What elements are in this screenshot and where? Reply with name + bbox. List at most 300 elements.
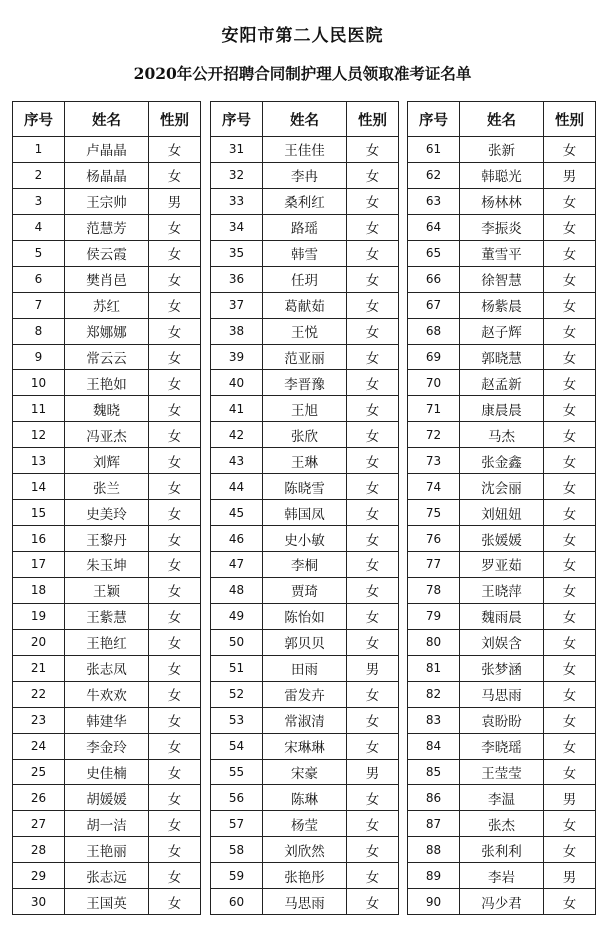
row-name: 刘娱含 — [460, 629, 544, 655]
row-number: 82 — [408, 681, 460, 707]
row-number: 66 — [408, 266, 460, 292]
table-row — [408, 526, 596, 552]
row-name: 王艳丽 — [65, 837, 149, 863]
table-row — [211, 188, 399, 214]
row-name: 路瑶 — [263, 214, 347, 240]
row-gender: 女 — [544, 733, 596, 759]
row-name: 宋琳琳 — [263, 733, 347, 759]
row-name: 侯云霞 — [65, 240, 149, 266]
table-row — [13, 448, 201, 474]
row-gender: 女 — [347, 240, 399, 266]
table-row — [408, 370, 596, 396]
row-number: 47 — [211, 552, 263, 578]
row-name: 马杰 — [460, 422, 544, 448]
row-name: 韩雪 — [263, 240, 347, 266]
table-row — [408, 577, 596, 603]
row-gender: 女 — [544, 370, 596, 396]
row-number: 58 — [211, 837, 263, 863]
table-row — [211, 318, 399, 344]
row-gender: 女 — [149, 526, 201, 552]
table-row — [13, 655, 201, 681]
row-number: 36 — [211, 266, 263, 292]
table-row — [408, 162, 596, 188]
row-gender: 女 — [544, 759, 596, 785]
row-name: 王艳如 — [65, 370, 149, 396]
row-gender: 女 — [347, 266, 399, 292]
row-gender: 女 — [347, 707, 399, 733]
table-row — [211, 889, 399, 915]
row-gender: 女 — [149, 500, 201, 526]
row-name: 李岩 — [460, 863, 544, 889]
row-name: 范亚丽 — [263, 344, 347, 370]
row-gender: 女 — [544, 681, 596, 707]
row-number: 24 — [13, 733, 65, 759]
table-row — [211, 577, 399, 603]
table-row — [211, 422, 399, 448]
table-row — [13, 422, 201, 448]
row-number: 26 — [13, 785, 65, 811]
row-gender: 女 — [347, 526, 399, 552]
row-name: 范慧芳 — [65, 214, 149, 240]
row-number: 76 — [408, 526, 460, 552]
row-gender: 女 — [544, 188, 596, 214]
table-row — [13, 318, 201, 344]
row-gender: 女 — [149, 837, 201, 863]
row-number: 65 — [408, 240, 460, 266]
row-name: 李晓瑶 — [460, 733, 544, 759]
row-name: 李晋豫 — [263, 370, 347, 396]
row-name: 杨晶晶 — [65, 162, 149, 188]
row-gender: 女 — [149, 552, 201, 578]
table-row — [211, 266, 399, 292]
table-row — [13, 214, 201, 240]
table-row — [408, 188, 596, 214]
header-row — [13, 102, 201, 137]
table-row — [211, 655, 399, 681]
row-number: 10 — [13, 370, 65, 396]
row-name: 杨莹 — [263, 811, 347, 837]
row-name: 马思雨 — [263, 889, 347, 915]
table-row — [13, 733, 201, 759]
header-gender: 性别 — [149, 102, 201, 137]
row-name: 刘辉 — [65, 448, 149, 474]
row-name: 李金玲 — [65, 733, 149, 759]
table-row — [408, 785, 596, 811]
row-name: 冯亚杰 — [65, 422, 149, 448]
row-name: 郑娜娜 — [65, 318, 149, 344]
row-gender: 女 — [544, 448, 596, 474]
row-number: 31 — [211, 137, 263, 163]
row-number: 70 — [408, 370, 460, 396]
table-row — [408, 837, 596, 863]
table-row — [211, 370, 399, 396]
row-gender: 女 — [347, 370, 399, 396]
row-name: 张欣 — [263, 422, 347, 448]
header-name: 姓名 — [263, 102, 347, 137]
row-number: 28 — [13, 837, 65, 863]
row-number: 16 — [13, 526, 65, 552]
table-row — [408, 266, 596, 292]
row-number: 34 — [211, 214, 263, 240]
row-gender: 男 — [544, 785, 596, 811]
row-gender: 女 — [347, 681, 399, 707]
row-gender: 女 — [544, 266, 596, 292]
row-gender: 女 — [149, 733, 201, 759]
table-row — [211, 811, 399, 837]
row-number: 86 — [408, 785, 460, 811]
table-row — [408, 292, 596, 318]
table-row — [211, 629, 399, 655]
row-name: 张杰 — [460, 811, 544, 837]
row-name: 张艳彤 — [263, 863, 347, 889]
row-name: 王琳 — [263, 448, 347, 474]
row-name: 赵子辉 — [460, 318, 544, 344]
row-gender: 女 — [149, 318, 201, 344]
row-gender: 男 — [149, 188, 201, 214]
row-name: 董雪平 — [460, 240, 544, 266]
row-number: 71 — [408, 396, 460, 422]
row-name: 陈琳 — [263, 785, 347, 811]
row-gender: 女 — [544, 577, 596, 603]
table-row — [408, 318, 596, 344]
row-number: 62 — [408, 162, 460, 188]
row-name: 张金鑫 — [460, 448, 544, 474]
row-number: 30 — [13, 889, 65, 915]
header-no: 序号 — [408, 102, 460, 137]
row-gender: 女 — [149, 344, 201, 370]
row-number: 63 — [408, 188, 460, 214]
row-gender: 女 — [149, 707, 201, 733]
row-number: 60 — [211, 889, 263, 915]
table-row — [13, 266, 201, 292]
row-number: 41 — [211, 396, 263, 422]
row-name: 桑利红 — [263, 188, 347, 214]
row-number: 8 — [13, 318, 65, 344]
table-row — [408, 759, 596, 785]
row-number: 88 — [408, 837, 460, 863]
table-row — [408, 396, 596, 422]
row-gender: 女 — [347, 448, 399, 474]
row-number: 35 — [211, 240, 263, 266]
row-number: 23 — [13, 707, 65, 733]
table-row — [408, 733, 596, 759]
row-number: 72 — [408, 422, 460, 448]
header-row — [408, 102, 596, 137]
row-number: 3 — [13, 188, 65, 214]
row-number: 33 — [211, 188, 263, 214]
row-gender: 女 — [544, 214, 596, 240]
row-name: 郭晓慧 — [460, 344, 544, 370]
table-row — [13, 889, 201, 915]
row-gender: 女 — [149, 448, 201, 474]
row-number: 57 — [211, 811, 263, 837]
row-number: 78 — [408, 577, 460, 603]
row-number: 14 — [13, 474, 65, 500]
row-name: 牛欢欢 — [65, 681, 149, 707]
row-number: 17 — [13, 552, 65, 578]
row-number: 1 — [13, 137, 65, 163]
row-gender: 女 — [347, 577, 399, 603]
row-number: 75 — [408, 500, 460, 526]
table-row — [211, 552, 399, 578]
table-row — [13, 500, 201, 526]
row-name: 张梦涵 — [460, 655, 544, 681]
row-gender: 女 — [544, 526, 596, 552]
row-name: 王旭 — [263, 396, 347, 422]
row-name: 李冉 — [263, 162, 347, 188]
row-name: 史小敏 — [263, 526, 347, 552]
row-number: 67 — [408, 292, 460, 318]
row-number: 53 — [211, 707, 263, 733]
row-number: 29 — [13, 863, 65, 889]
table-row — [211, 448, 399, 474]
row-name: 魏雨晨 — [460, 603, 544, 629]
row-name: 赵孟新 — [460, 370, 544, 396]
table-row — [408, 240, 596, 266]
row-name: 王黎丹 — [65, 526, 149, 552]
table-row — [211, 785, 399, 811]
row-name: 朱玉坤 — [65, 552, 149, 578]
row-number: 49 — [211, 603, 263, 629]
row-number: 38 — [211, 318, 263, 344]
row-name: 韩建华 — [65, 707, 149, 733]
row-number: 74 — [408, 474, 460, 500]
row-number: 6 — [13, 266, 65, 292]
table-row — [408, 811, 596, 837]
row-name: 田雨 — [263, 655, 347, 681]
row-name: 王国英 — [65, 889, 149, 915]
row-number: 39 — [211, 344, 263, 370]
row-number: 51 — [211, 655, 263, 681]
table-row — [13, 474, 201, 500]
row-number: 81 — [408, 655, 460, 681]
row-name: 张志凤 — [65, 655, 149, 681]
row-name: 王颖 — [65, 577, 149, 603]
header-no: 序号 — [13, 102, 65, 137]
row-name: 张利利 — [460, 837, 544, 863]
row-number: 32 — [211, 162, 263, 188]
row-number: 45 — [211, 500, 263, 526]
table-row — [211, 344, 399, 370]
row-gender: 女 — [347, 733, 399, 759]
row-name: 陈晓雪 — [263, 474, 347, 500]
row-gender: 女 — [347, 422, 399, 448]
row-name: 韩国凤 — [263, 500, 347, 526]
row-gender: 女 — [149, 629, 201, 655]
row-gender: 女 — [149, 474, 201, 500]
row-gender: 女 — [149, 577, 201, 603]
row-name: 袁盼盼 — [460, 707, 544, 733]
row-gender: 女 — [347, 785, 399, 811]
row-gender: 女 — [347, 162, 399, 188]
row-gender: 女 — [347, 500, 399, 526]
row-gender: 女 — [347, 603, 399, 629]
row-gender: 男 — [544, 162, 596, 188]
row-number: 25 — [13, 759, 65, 785]
row-gender: 女 — [347, 188, 399, 214]
table-row — [13, 681, 201, 707]
row-gender: 女 — [347, 889, 399, 915]
table-row — [13, 785, 201, 811]
row-number: 37 — [211, 292, 263, 318]
table-row — [13, 292, 201, 318]
row-name: 贾琦 — [263, 577, 347, 603]
table-row — [211, 396, 399, 422]
row-name: 史佳楠 — [65, 759, 149, 785]
row-number: 69 — [408, 344, 460, 370]
row-name: 王晓萍 — [460, 577, 544, 603]
row-name: 杨紫晨 — [460, 292, 544, 318]
row-gender: 女 — [544, 396, 596, 422]
row-gender: 女 — [544, 629, 596, 655]
row-name: 郭贝贝 — [263, 629, 347, 655]
row-gender: 女 — [149, 396, 201, 422]
row-number: 73 — [408, 448, 460, 474]
row-name: 李温 — [460, 785, 544, 811]
row-gender: 女 — [544, 344, 596, 370]
table-row — [211, 759, 399, 785]
table-row — [408, 214, 596, 240]
row-gender: 女 — [149, 759, 201, 785]
row-number: 40 — [211, 370, 263, 396]
table-row — [408, 552, 596, 578]
row-name: 王紫慧 — [65, 603, 149, 629]
row-gender: 女 — [347, 837, 399, 863]
table-row — [211, 214, 399, 240]
row-gender: 女 — [149, 214, 201, 240]
row-gender: 女 — [149, 266, 201, 292]
row-number: 84 — [408, 733, 460, 759]
row-number: 11 — [13, 396, 65, 422]
row-number: 55 — [211, 759, 263, 785]
row-number: 68 — [408, 318, 460, 344]
row-number: 5 — [13, 240, 65, 266]
row-name: 任玥 — [263, 266, 347, 292]
row-gender: 女 — [149, 863, 201, 889]
row-number: 89 — [408, 863, 460, 889]
row-name: 王宗帅 — [65, 188, 149, 214]
roster-table-3 — [407, 101, 596, 915]
row-gender: 女 — [544, 552, 596, 578]
table-row — [408, 681, 596, 707]
row-gender: 女 — [149, 785, 201, 811]
row-gender: 女 — [544, 707, 596, 733]
table-row — [13, 552, 201, 578]
row-gender: 女 — [149, 137, 201, 163]
row-name: 王莹莹 — [460, 759, 544, 785]
header-gender: 性别 — [544, 102, 596, 137]
row-name: 徐智慧 — [460, 266, 544, 292]
row-name: 张兰 — [65, 474, 149, 500]
table-row — [408, 707, 596, 733]
row-gender: 女 — [149, 292, 201, 318]
row-name: 冯少君 — [460, 889, 544, 915]
row-number: 7 — [13, 292, 65, 318]
row-name: 苏红 — [65, 292, 149, 318]
row-number: 9 — [13, 344, 65, 370]
table-row — [13, 707, 201, 733]
table-row — [13, 811, 201, 837]
table-row — [211, 707, 399, 733]
row-gender: 女 — [149, 681, 201, 707]
header-no: 序号 — [211, 102, 263, 137]
row-gender: 女 — [544, 500, 596, 526]
table-row — [13, 188, 201, 214]
header-gender: 性别 — [347, 102, 399, 137]
table-row — [211, 603, 399, 629]
table-row — [13, 863, 201, 889]
table-row — [211, 240, 399, 266]
row-number: 52 — [211, 681, 263, 707]
header-row — [211, 102, 399, 137]
table-row — [211, 162, 399, 188]
table-row — [211, 863, 399, 889]
table-row — [13, 344, 201, 370]
table-row — [211, 474, 399, 500]
row-name: 王佳佳 — [263, 137, 347, 163]
row-gender: 女 — [544, 811, 596, 837]
row-name: 王悦 — [263, 318, 347, 344]
roster-table-2 — [210, 101, 399, 915]
table-row — [408, 889, 596, 915]
row-gender: 女 — [347, 292, 399, 318]
row-number: 59 — [211, 863, 263, 889]
row-gender: 女 — [347, 629, 399, 655]
table-row — [211, 837, 399, 863]
table-row — [13, 137, 201, 163]
header-name: 姓名 — [460, 102, 544, 137]
row-gender: 男 — [347, 759, 399, 785]
row-number: 87 — [408, 811, 460, 837]
row-name: 刘欣然 — [263, 837, 347, 863]
row-gender: 男 — [347, 655, 399, 681]
table-row — [13, 759, 201, 785]
row-name: 史美玲 — [65, 500, 149, 526]
row-number: 64 — [408, 214, 460, 240]
row-gender: 女 — [149, 370, 201, 396]
header-name: 姓名 — [65, 102, 149, 137]
row-name: 常云云 — [65, 344, 149, 370]
row-gender: 女 — [149, 811, 201, 837]
row-name: 罗亚茹 — [460, 552, 544, 578]
row-name: 张新 — [460, 137, 544, 163]
table-row — [13, 603, 201, 629]
row-gender: 女 — [544, 137, 596, 163]
row-name: 樊肖邑 — [65, 266, 149, 292]
row-number: 50 — [211, 629, 263, 655]
row-name: 张媛媛 — [460, 526, 544, 552]
row-name: 张志远 — [65, 863, 149, 889]
row-name: 王艳红 — [65, 629, 149, 655]
row-number: 54 — [211, 733, 263, 759]
row-gender: 女 — [544, 655, 596, 681]
row-gender: 女 — [544, 422, 596, 448]
row-gender: 女 — [544, 603, 596, 629]
table-row — [13, 629, 201, 655]
row-gender: 女 — [149, 162, 201, 188]
row-gender: 女 — [149, 240, 201, 266]
table-row — [13, 396, 201, 422]
table-row — [13, 577, 201, 603]
table-row — [13, 370, 201, 396]
row-gender: 女 — [544, 837, 596, 863]
row-number: 19 — [13, 603, 65, 629]
row-name: 沈会丽 — [460, 474, 544, 500]
row-name: 刘妞妞 — [460, 500, 544, 526]
row-gender: 女 — [347, 214, 399, 240]
row-name: 胡媛媛 — [65, 785, 149, 811]
table-row — [408, 500, 596, 526]
